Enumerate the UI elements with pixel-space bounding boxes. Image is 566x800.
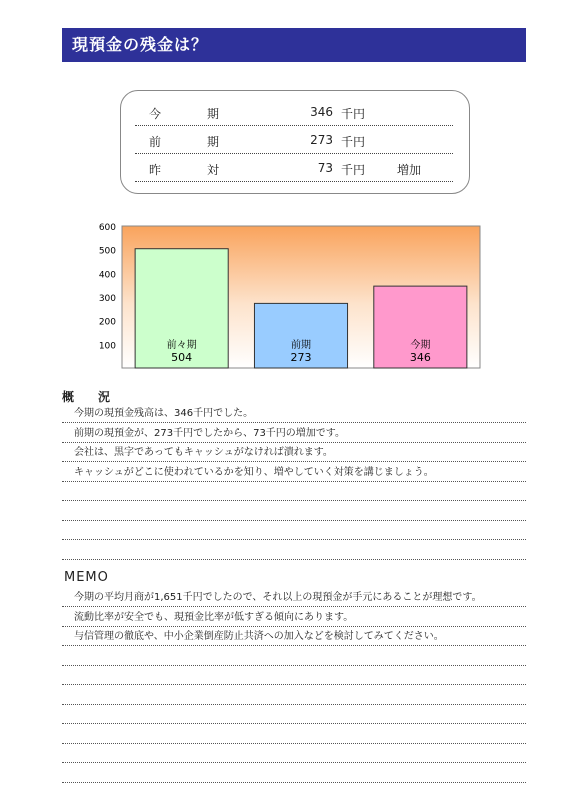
text-line xyxy=(62,744,526,763)
summary-unit: 千円 xyxy=(341,107,366,121)
summary-label-suffix: 期 xyxy=(207,107,220,121)
text-line xyxy=(62,666,526,685)
y-tick-label: 300 xyxy=(98,294,116,304)
summary-value: 273 xyxy=(310,133,333,147)
summary-row xyxy=(135,129,453,154)
summary-label-suffix: 対 xyxy=(207,163,220,177)
text-line xyxy=(62,521,526,540)
text-line xyxy=(62,541,526,560)
page-title: 現預金の残金は？ xyxy=(62,28,526,62)
summary-unit: 千円 xyxy=(341,163,366,177)
text-line xyxy=(62,764,526,783)
text-line xyxy=(62,705,526,724)
overview-title: 概 況 xyxy=(62,390,117,404)
cash-balance-chart xyxy=(86,216,486,374)
bar-category-label: 前期 xyxy=(291,340,311,351)
summary-row xyxy=(135,101,453,126)
y-tick-label: 200 xyxy=(98,317,116,328)
summary-row xyxy=(135,157,453,182)
text-line: 与信管理の徹底や、中小企業倒産防止共済への加入などを検討してみてください。 xyxy=(62,627,526,646)
text-line: キャッシュがどこに使われているかを知り、増やしていく対策を講じましょう。 xyxy=(62,463,526,482)
text-line: 会社は、黒字であってもキャッシュがなければ潰れます。 xyxy=(62,443,526,462)
y-tick-label: 600 xyxy=(98,223,116,233)
y-tick-label: 500 xyxy=(98,246,116,257)
text-line xyxy=(62,725,526,744)
text-line: 今期の平均月商が1,651千円でしたので、それ以上の現預金が手元にあることが理想です。 xyxy=(62,588,526,607)
summary-box xyxy=(120,90,470,194)
bar-value-label: 346 xyxy=(409,351,431,364)
summary-label: 昨 xyxy=(149,163,162,177)
text-line: 流動比率が安全でも、現預金比率が低すぎる傾向にあります。 xyxy=(62,608,526,627)
text-line xyxy=(62,482,526,501)
summary-label: 今 xyxy=(149,107,162,121)
text-line: 今期の現預金残高は、346千円でした。 xyxy=(62,404,526,423)
text-line xyxy=(62,502,526,521)
memo-title: MEMO xyxy=(64,570,109,585)
y-tick-label: 400 xyxy=(98,270,116,281)
summary-label-suffix: 期 xyxy=(207,135,220,149)
summary-label: 前 xyxy=(149,135,162,149)
bar-category-label: 今期 xyxy=(410,340,431,351)
text-line xyxy=(62,686,526,705)
summary-value: 346 xyxy=(310,105,333,119)
bar-value-label: 504 xyxy=(171,351,193,364)
summary-note: 増加 xyxy=(397,163,422,177)
bar-category-label: 前々期 xyxy=(166,340,197,351)
summary-value: 73 xyxy=(317,161,333,175)
y-tick-label: 100 xyxy=(98,341,116,352)
text-line: 前期の現預金が、273千円でしたから、73千円の増加です。 xyxy=(62,424,526,443)
text-line xyxy=(62,647,526,666)
summary-unit: 千円 xyxy=(341,135,366,149)
bar-value-label: 273 xyxy=(290,351,312,364)
